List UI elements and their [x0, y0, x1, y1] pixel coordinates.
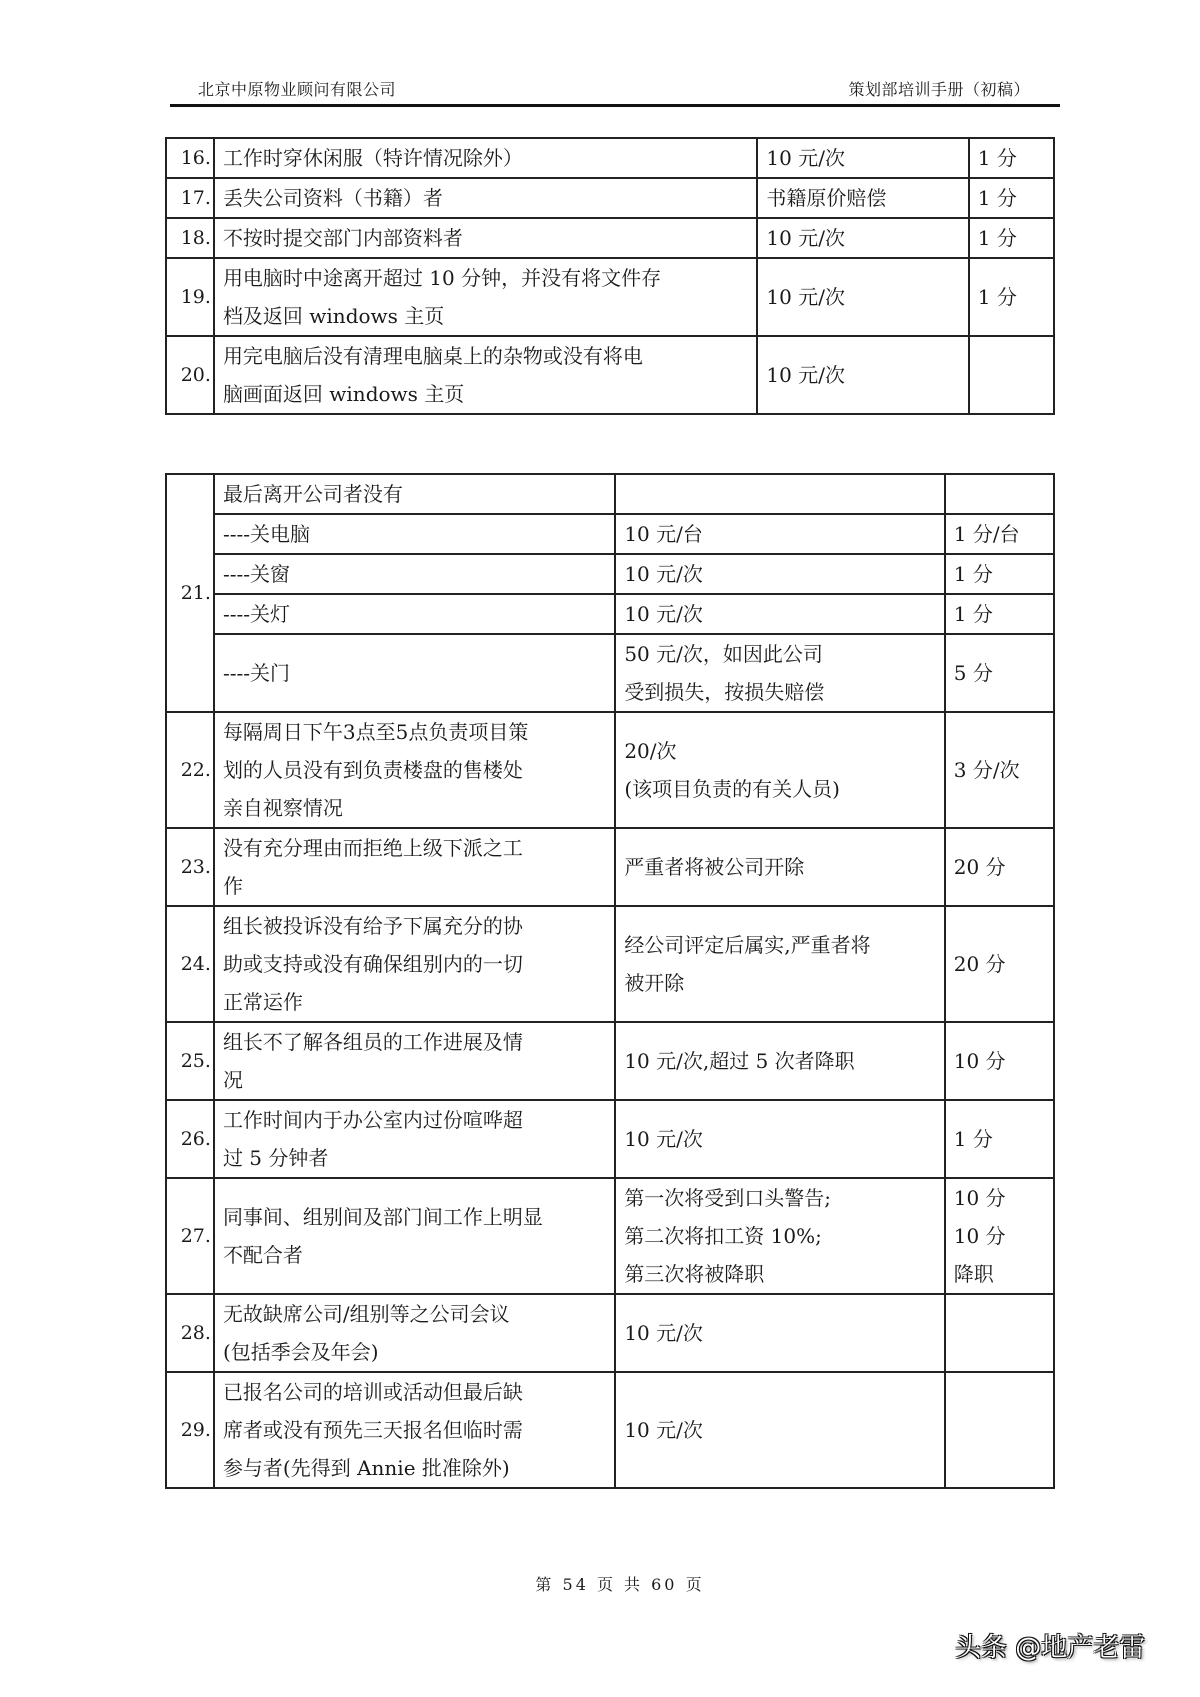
- cell-text-line: 第一次将受到口头警告;: [624, 1186, 832, 1210]
- cell-text-line: 况: [222, 1068, 243, 1092]
- cell-text-line: 1 分: [953, 1127, 993, 1151]
- fine-amount: [757, 178, 968, 218]
- cell-text-line: 10 元/次: [624, 602, 703, 626]
- cell-text-line: 无故缺席公司/组别等之公司会议: [222, 1302, 510, 1326]
- company-name: 北京中原物业顾问有限公司: [198, 80, 397, 99]
- item-number: 19.: [166, 258, 214, 336]
- cell-text-line: 档及返回 windows 主页: [222, 304, 445, 328]
- table-row: [166, 138, 1054, 178]
- cell-text-line: 助或支持或没有确保组别内的一切: [222, 952, 523, 976]
- violation-description: [214, 258, 757, 336]
- violation-description: [214, 828, 615, 906]
- cell-text-line: 第二次将扣工资 10%;: [624, 1224, 822, 1248]
- fine-amount: [615, 514, 944, 554]
- cell-text-line: 1 分: [977, 285, 1017, 309]
- cell-text-line: 降职: [953, 1262, 994, 1286]
- page-number: 第 54 页 共 60 页: [535, 1575, 705, 1594]
- table-subrow: [166, 514, 1054, 554]
- fine-amount: [615, 906, 944, 1022]
- violation-description: [214, 1178, 615, 1294]
- cell-text-line: 受到损失，按损失赔偿: [624, 680, 825, 704]
- penalty-points: [969, 218, 1054, 258]
- violation-description: [214, 218, 757, 258]
- fine-amount: [615, 1178, 944, 1294]
- item-number: 21.: [166, 474, 214, 712]
- watermark: 头条 @地产老雷: [955, 1633, 1146, 1663]
- penalty-points: [945, 474, 1054, 514]
- cell-text-line: 工作时间内于办公室内过份喧哗超: [222, 1108, 523, 1132]
- penalty-points: [945, 906, 1054, 1022]
- cell-text-line: 10 元/次: [624, 1418, 703, 1442]
- item-number: 27.: [166, 1178, 214, 1294]
- table-row: [166, 828, 1054, 906]
- cell-text-line: 10 元/次: [624, 562, 703, 586]
- violation-description: [214, 906, 615, 1022]
- penalty-points: [945, 1372, 1054, 1488]
- cell-text-line: 组长不了解各组员的工作进展及情: [222, 1030, 523, 1054]
- violation-description: [214, 1372, 615, 1488]
- item-number: 25.: [166, 1022, 214, 1100]
- penalty-points: [945, 1294, 1054, 1372]
- penalty-points: [969, 138, 1054, 178]
- cell-text-line: 不配合者: [222, 1243, 303, 1267]
- cell-text-line: 划的人员没有到负责楼盘的售楼处: [222, 758, 523, 782]
- fine-amount: [615, 1294, 944, 1372]
- cell-text-line: 第三次将被降职: [624, 1262, 765, 1286]
- item-number: 16.: [166, 138, 214, 178]
- fine-amount: [757, 218, 968, 258]
- table-subrow: [166, 634, 1054, 712]
- table-row: [166, 1178, 1054, 1294]
- cell-text-line: 亲自视察情况: [222, 796, 343, 820]
- cell-text-line: 作: [222, 874, 243, 898]
- cell-text-line: 10 元/次: [624, 1321, 703, 1345]
- item-number: 18.: [166, 218, 214, 258]
- cell-text-line: 10 分: [953, 1186, 1006, 1210]
- cell-text-line: (该项目负责的有关人员): [624, 777, 840, 801]
- cell-text-line: 席者或没有预先三天报名但临时需: [222, 1418, 523, 1442]
- fine-amount: [615, 1022, 944, 1100]
- table-row: [166, 1100, 1054, 1178]
- violation-description: [214, 336, 757, 414]
- table-row: [166, 1022, 1054, 1100]
- cell-text-line: (包括季会及年会): [222, 1340, 379, 1364]
- fine-amount: [615, 594, 944, 634]
- cell-text-line: 没有充分理由而拒绝上级下派之工: [222, 836, 523, 860]
- violation-subitem: ----关门: [214, 634, 615, 712]
- penalty-points: 1 分/台: [945, 514, 1054, 554]
- cell-text-line: 已报名公司的培训或活动但最后缺: [222, 1380, 523, 1404]
- penalty-table-1: [165, 137, 1055, 415]
- table-subrow: [166, 594, 1054, 634]
- violation-description: [214, 138, 757, 178]
- cell-text-line: 20 分: [953, 952, 1006, 976]
- penalty-points: [969, 258, 1054, 336]
- violation-description: [214, 1294, 615, 1372]
- penalty-points: [945, 1178, 1054, 1294]
- item-number: 29.: [166, 1372, 214, 1488]
- penalty-table-2: [165, 473, 1055, 1489]
- penalty-points: [969, 336, 1054, 414]
- cell-text-line: 10 元/次: [766, 226, 845, 250]
- item-number: 26.: [166, 1100, 214, 1178]
- cell-text-line: 10 元/次,超过 5 次者降职: [624, 1049, 855, 1073]
- penalty-points: 1 分: [945, 554, 1054, 594]
- table-row: [166, 1294, 1054, 1372]
- cell-text-line: 用完电脑后没有清理电脑桌上的杂物或没有将电: [222, 344, 643, 368]
- cell-text-line: 脑画面返回 windows 主页: [222, 382, 465, 406]
- violation-subitem: ----关电脑: [214, 514, 615, 554]
- page-header: [170, 78, 1060, 107]
- violation-description: 最后离开公司者没有: [214, 474, 615, 514]
- cell-text-line: 1 分: [977, 226, 1017, 250]
- cell-text-line: 组长被投诉没有给予下属充分的协: [222, 914, 523, 938]
- cell-text-line: 20 分: [953, 855, 1006, 879]
- cell-text-line: 10 元/次: [766, 363, 845, 387]
- cell-text-line: 丢失公司资料（书籍）者: [222, 186, 443, 210]
- table-row: [166, 218, 1054, 258]
- item-number: 23.: [166, 828, 214, 906]
- table-row: [166, 1372, 1054, 1488]
- cell-text-line: 被开除: [624, 971, 685, 995]
- cell-text-line: 50 元/次，如因此公司: [624, 642, 823, 666]
- table-row: [166, 336, 1054, 414]
- violation-description: [214, 178, 757, 218]
- cell-text-line: 工作时穿休闲服（特许情况除外）: [222, 146, 523, 170]
- table-row: [166, 712, 1054, 828]
- cell-text-line: 正常运作: [222, 990, 303, 1014]
- cell-text-line: 10 元/次: [766, 146, 845, 170]
- fine-amount: [757, 336, 968, 414]
- cell-text-line: 每隔周日下午3点至5点负责项目策: [222, 720, 529, 744]
- fine-amount: [757, 138, 968, 178]
- table-row: [166, 906, 1054, 1022]
- cell-text-line: 经公司评定后属实,严重者将: [624, 933, 871, 957]
- fine-amount: [615, 1100, 944, 1178]
- item-number: 28.: [166, 1294, 214, 1372]
- fine-amount: [615, 554, 944, 594]
- cell-text-line: 1 分: [977, 186, 1017, 210]
- violation-subitem: ----关窗: [214, 554, 615, 594]
- fine-amount: [615, 1372, 944, 1488]
- table-subrow: [166, 554, 1054, 594]
- manual-title: 策划部培训手册（初稿）: [848, 80, 1030, 99]
- cell-text-line: 用电脑时中途离开超过 10 分钟，并没有将文件存: [222, 266, 662, 290]
- cell-text-line: 1 分: [977, 146, 1017, 170]
- fine-amount: [615, 828, 944, 906]
- penalty-points: [945, 712, 1054, 828]
- fine-amount: [615, 712, 944, 828]
- cell-text-line: 严重者将被公司开除: [624, 855, 805, 879]
- penalty-points: 1 分: [945, 594, 1054, 634]
- violation-description: [214, 712, 615, 828]
- penalty-points: 5 分: [945, 634, 1054, 712]
- penalty-points: [945, 1022, 1054, 1100]
- item-number: 24.: [166, 906, 214, 1022]
- cell-text-line: 10 元/台: [624, 522, 703, 546]
- table-row: [166, 258, 1054, 336]
- cell-text-line: 书籍原价赔偿: [766, 186, 887, 210]
- violation-description: [214, 1100, 615, 1178]
- fine-amount: [615, 634, 944, 712]
- item-number: 17.: [166, 178, 214, 218]
- cell-text-line: 20/次: [624, 739, 677, 763]
- cell-text-line: 过 5 分钟者: [222, 1146, 329, 1170]
- cell-text-line: 10 分: [953, 1224, 1006, 1248]
- table-row: [166, 474, 1054, 514]
- cell-text-line: 10 元/次: [766, 285, 845, 309]
- penalty-points: [945, 1100, 1054, 1178]
- item-number: 20.: [166, 336, 214, 414]
- penalty-points: [945, 828, 1054, 906]
- penalty-points: [969, 178, 1054, 218]
- fine-amount: [757, 258, 968, 336]
- cell-text-line: 3 分/次: [953, 758, 1020, 782]
- cell-text-line: 同事间、组别间及部门间工作上明显: [222, 1205, 543, 1229]
- item-number: 22.: [166, 712, 214, 828]
- violation-subitem: ----关灯: [214, 594, 615, 634]
- table-row: [166, 178, 1054, 218]
- cell-text-line: 10 分: [953, 1049, 1006, 1073]
- cell-text-line: 参与者(先得到 Annie 批准除外): [222, 1456, 510, 1480]
- violation-description: [214, 1022, 615, 1100]
- fine-amount: [615, 474, 944, 514]
- cell-text-line: 10 元/次: [624, 1127, 703, 1151]
- cell-text-line: 不按时提交部门内部资料者: [222, 226, 463, 250]
